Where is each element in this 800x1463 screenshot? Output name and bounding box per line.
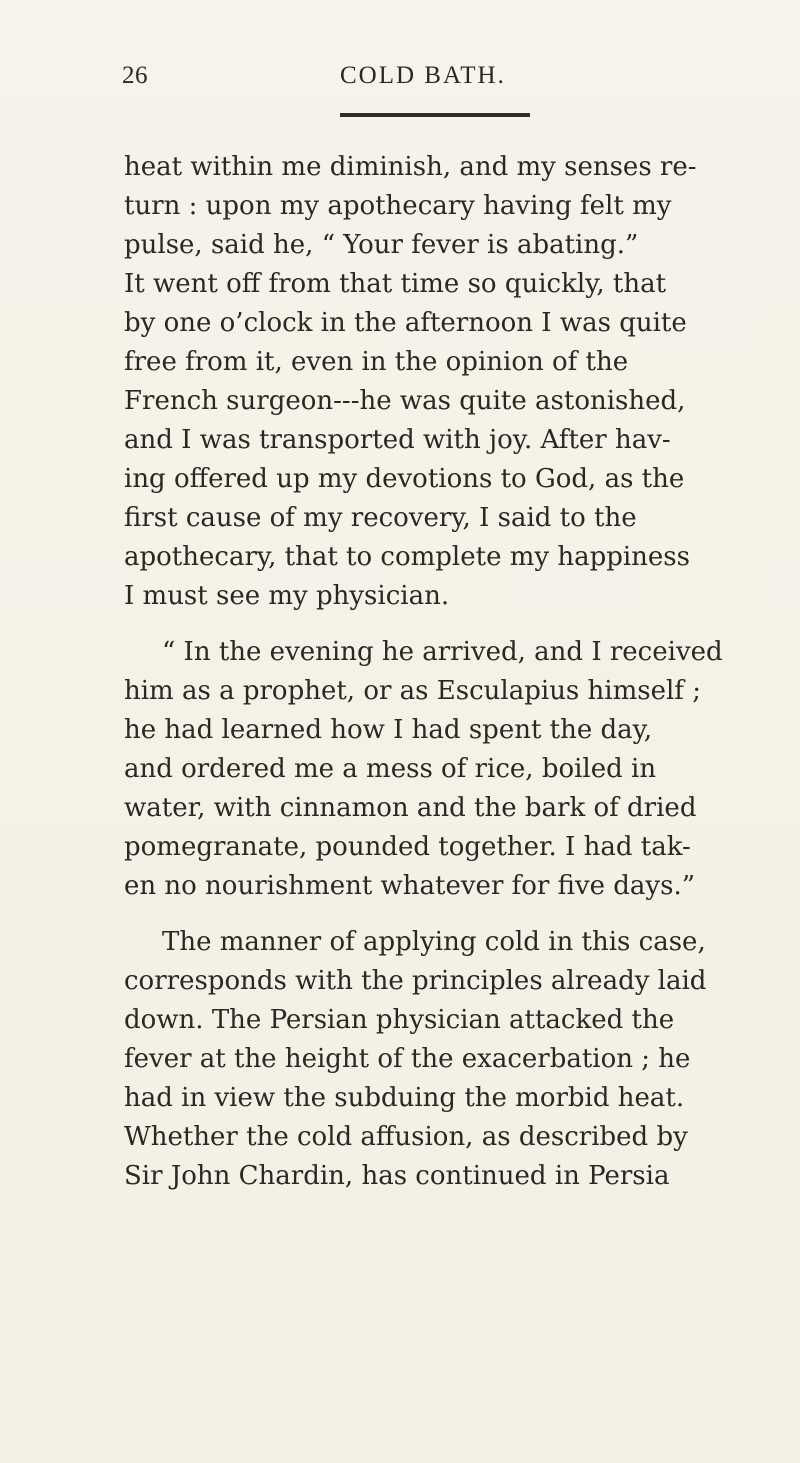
paragraph-2	[124, 633, 764, 906]
text-line: apothecary, that to complete my happiness	[124, 542, 690, 572]
text-line: It went off from that time so quickly, that	[124, 269, 667, 299]
paragraph-spacer	[124, 906, 764, 923]
text-line: French surgeon---he was quite astonished,	[124, 386, 686, 416]
text-line: Whether the cold affusion, as described by	[124, 1122, 688, 1152]
text-line: him as a prophet, or as Esculapius himself ;	[124, 676, 701, 706]
text-line: pulse, said he, “ Your fever is abating.”	[124, 230, 639, 260]
header-rule	[340, 113, 530, 117]
paragraph-1	[124, 148, 764, 616]
text-line: The manner of applying cold in this case,	[162, 927, 706, 957]
text-line: Sir John Chardin, has continued in Persia	[124, 1161, 670, 1191]
text-line: free from it, even in the opinion of the	[124, 347, 629, 377]
text-line: had in view the subduing the morbid heat.	[124, 1083, 685, 1113]
paragraph-spacer	[124, 616, 764, 633]
text-line: down. The Persian physician attacked the	[124, 1005, 675, 1035]
text-line: I must see my physician.	[124, 581, 450, 611]
text-line: first cause of my recovery, I said to the	[124, 503, 637, 533]
text-line: and ordered me a mess of rice, boiled in	[124, 754, 657, 784]
page-number: 26	[122, 62, 148, 89]
text-line: by one o’clock in the afternoon I was quite	[124, 308, 687, 338]
text-line: fever at the height of the exacerbation ; he	[124, 1044, 691, 1074]
text-line: he had learned how I had spent the day,	[124, 715, 653, 745]
text-line: ing offered up my devotions to God, as the	[124, 464, 685, 494]
text-line: “ In the evening he arrived, and I received	[162, 637, 723, 667]
text-line: corresponds with the principles already laid	[124, 966, 707, 996]
body-text	[124, 148, 764, 1196]
running-head: COLD BATH.	[340, 62, 506, 89]
text-line: pomegranate, pounded together. I had tak-	[124, 832, 691, 862]
paragraph-3	[124, 923, 764, 1196]
page-header	[0, 62, 800, 102]
text-line: heat within me diminish, and my senses re-	[124, 152, 697, 182]
text-line: en no nourishment whatever for five days.”	[124, 871, 696, 901]
text-line: water, with cinnamon and the bark of dried	[124, 793, 697, 823]
text-line: and I was transported with joy. After hav-	[124, 425, 671, 455]
text-line: turn : upon my apothecary having felt my	[124, 191, 672, 221]
